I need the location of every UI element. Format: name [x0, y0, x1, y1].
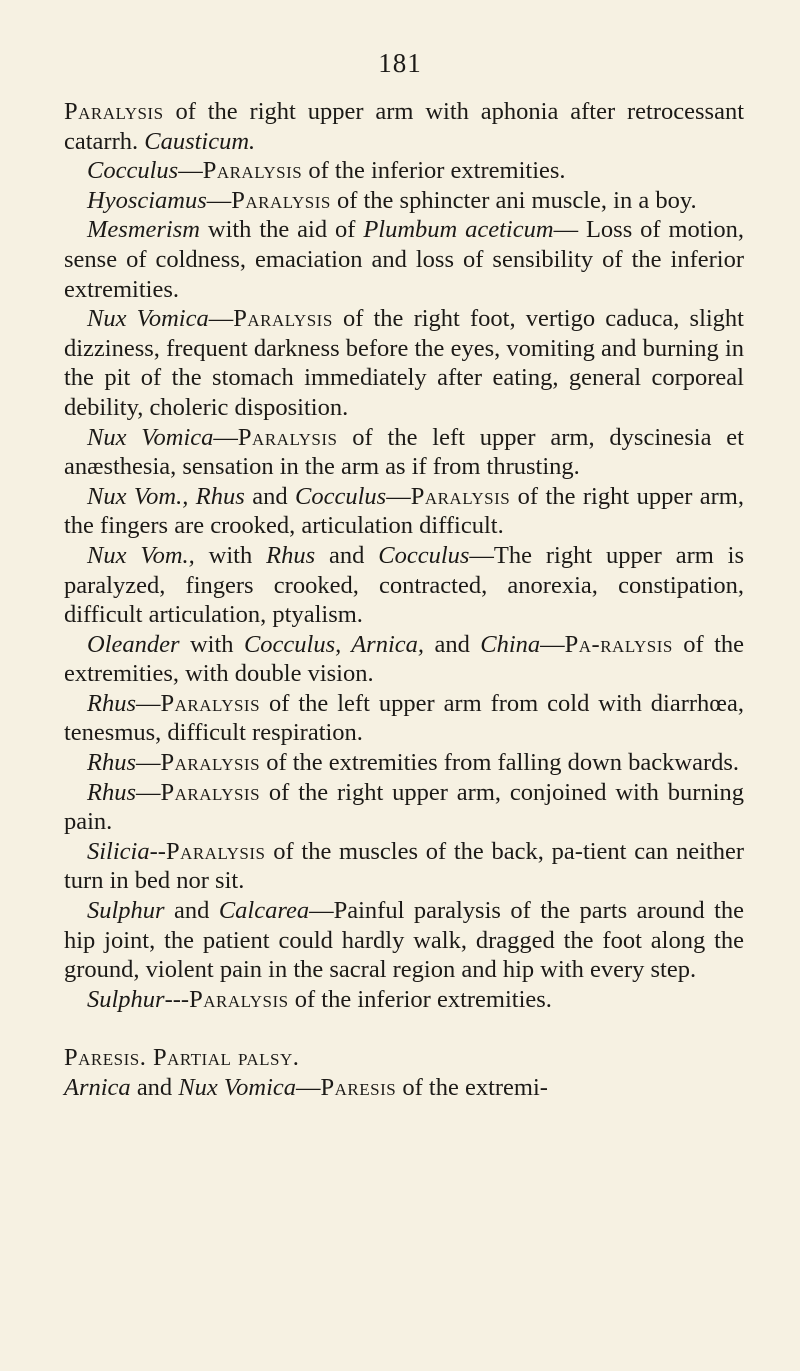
description-text: — [178, 157, 203, 185]
page-number: 181 [378, 48, 422, 78]
remedy-paragraph [64, 896, 744, 985]
last-entry [64, 1073, 744, 1103]
remedy-entries [64, 97, 744, 1014]
remedy-name: Nux Vom., Rhus [87, 482, 245, 510]
description-text: -- [149, 837, 166, 865]
description-text: with [179, 630, 244, 658]
condition-term: Paralysis [233, 305, 333, 333]
condition-term: Paralysis [410, 482, 511, 510]
condition-term: Paralysis [160, 749, 261, 777]
description-text: — Loss of motion, sense of coldness, emaciation and loss of sensibility of the inferior extremities. [64, 216, 745, 303]
condition-term: Paralysis [231, 186, 331, 214]
description-text: of the extremities from falling down backwards. [260, 749, 740, 777]
page-body [64, 97, 744, 1103]
remedy-name: Plumbum aceticum [363, 216, 554, 244]
remedy-name: Cocculus [87, 157, 179, 185]
remedy-paragraph [64, 215, 744, 304]
remedy-paragraph [64, 304, 744, 422]
condition-term: Paralysis [202, 157, 303, 185]
condition-term: Paralysis [64, 98, 164, 125]
description-text: of the inferior extremities. [302, 157, 566, 185]
description-text: and [164, 897, 219, 925]
description-text: of the right upper arm, the fingers are crooked, articulation difficult. [64, 482, 744, 540]
description-text: — [136, 778, 161, 806]
condition-term: Paralysis [237, 423, 338, 451]
remedy-paragraph [64, 748, 744, 778]
remedy-paragraph [64, 837, 744, 896]
description-text: — [208, 305, 234, 333]
condition-term: Paralysis [165, 837, 266, 865]
description-text: of the right foot, vertigo caduca, slight dizziness, frequent darkness before the eyes, vomiting and burning in the pit of the stomach immediately after eating, general corporeal debility, choleric disposition. [64, 305, 744, 421]
description-text: of the right upper arm, conjoined with burning pain. [64, 778, 744, 836]
remedy-name: Sulphur [87, 985, 165, 1013]
description-text: and [130, 1074, 179, 1101]
remedy-name: China [480, 630, 541, 658]
remedy-paragraph [64, 689, 744, 748]
remedy-paragraph [64, 1073, 744, 1103]
remedy-name: Causticum. [144, 127, 256, 155]
remedy-paragraph [64, 630, 744, 689]
condition-term: Paralysis [160, 778, 261, 806]
remedy-name: Rhus [87, 749, 136, 777]
description-text: — [206, 186, 232, 214]
description-text: with the aid of [199, 216, 364, 244]
description-text: —The right upper arm is paralyzed, fingers crooked, contracted, anorexia, constipation, difficult articulation, ptyalism. [64, 541, 744, 629]
remedy-name: Nux Vomica [87, 423, 214, 451]
description-text: and [424, 630, 481, 658]
remedy-name: Mesmerism [87, 216, 200, 244]
remedy-paragraph [64, 156, 744, 186]
remedy-name: Nux Vom., [87, 541, 195, 569]
remedy-paragraph [64, 541, 744, 630]
remedy-name: Hyosciamus [87, 186, 207, 214]
remedy-paragraph [64, 985, 744, 1015]
description-text: — [540, 630, 565, 658]
section-title: Paresis. [64, 1044, 147, 1072]
description-text: of the muscles of the back, pa-tient can neither turn in bed nor sit. [64, 837, 744, 895]
remedy-name: Arnica [64, 1074, 131, 1101]
description-text: — [386, 482, 411, 510]
section-subtitle: Partial palsy. [152, 1044, 300, 1072]
description-text: of the sphincter ani muscle, in a boy. [330, 186, 697, 214]
description-text: —Painful paralysis of the parts around the hip joint, the patient could hardly walk, dragged the foot along the ground, violent pain in the sacral region and hip with every step. [64, 897, 745, 984]
condition-term: Paresis [320, 1074, 397, 1101]
description-text: — [136, 689, 161, 717]
description-text: of the extremities, with double vision. [64, 630, 745, 688]
remedy-name: Rhus [87, 689, 136, 717]
remedy-name: Cocculus [295, 482, 387, 510]
remedy-name: Oleander [87, 630, 180, 658]
remedy-paragraph [64, 778, 744, 837]
remedy-name: Rhus [87, 778, 136, 806]
remedy-name: Cocculus [378, 541, 470, 569]
remedy-paragraph [64, 186, 744, 216]
remedy-paragraph [64, 482, 744, 541]
condition-term: Paralysis [160, 689, 261, 717]
condition-term: Pa-ralysis [564, 630, 673, 658]
description-text: and [315, 541, 379, 569]
remedy-paragraph [64, 97, 744, 156]
remedy-name: Nux Vomica [178, 1074, 297, 1101]
description-text: — [296, 1074, 321, 1101]
description-text: — [213, 423, 238, 451]
remedy-name: Rhus [266, 541, 316, 569]
description-text: of the inferior extremities. [288, 985, 552, 1013]
description-text: of the left upper arm from cold with diarrhœa, tenesmus, difficult respiration. [64, 689, 744, 747]
description-text: and [244, 482, 295, 510]
description-text: of the extremi- [396, 1074, 548, 1101]
remedy-name: Sulphur [87, 897, 165, 925]
remedy-name: Nux Vomica [87, 305, 209, 333]
description-text: --- [164, 985, 190, 1013]
condition-term: Paralysis [189, 985, 289, 1013]
description-text: — [136, 749, 161, 777]
remedy-name: Calcarea [218, 897, 310, 925]
description-text: of the left upper arm, dyscinesia et anæsthesia, sensation in the arm as if from thrusting. [64, 423, 744, 481]
description-text: of the right upper arm with aphonia after retrocessant catarrh. [64, 98, 744, 155]
remedy-paragraph [64, 423, 744, 482]
remedy-name: Silicia [87, 837, 150, 865]
section-heading [64, 1043, 744, 1073]
remedy-name: Cocculus, Arnica, [243, 630, 425, 658]
description-text: with [194, 541, 267, 569]
